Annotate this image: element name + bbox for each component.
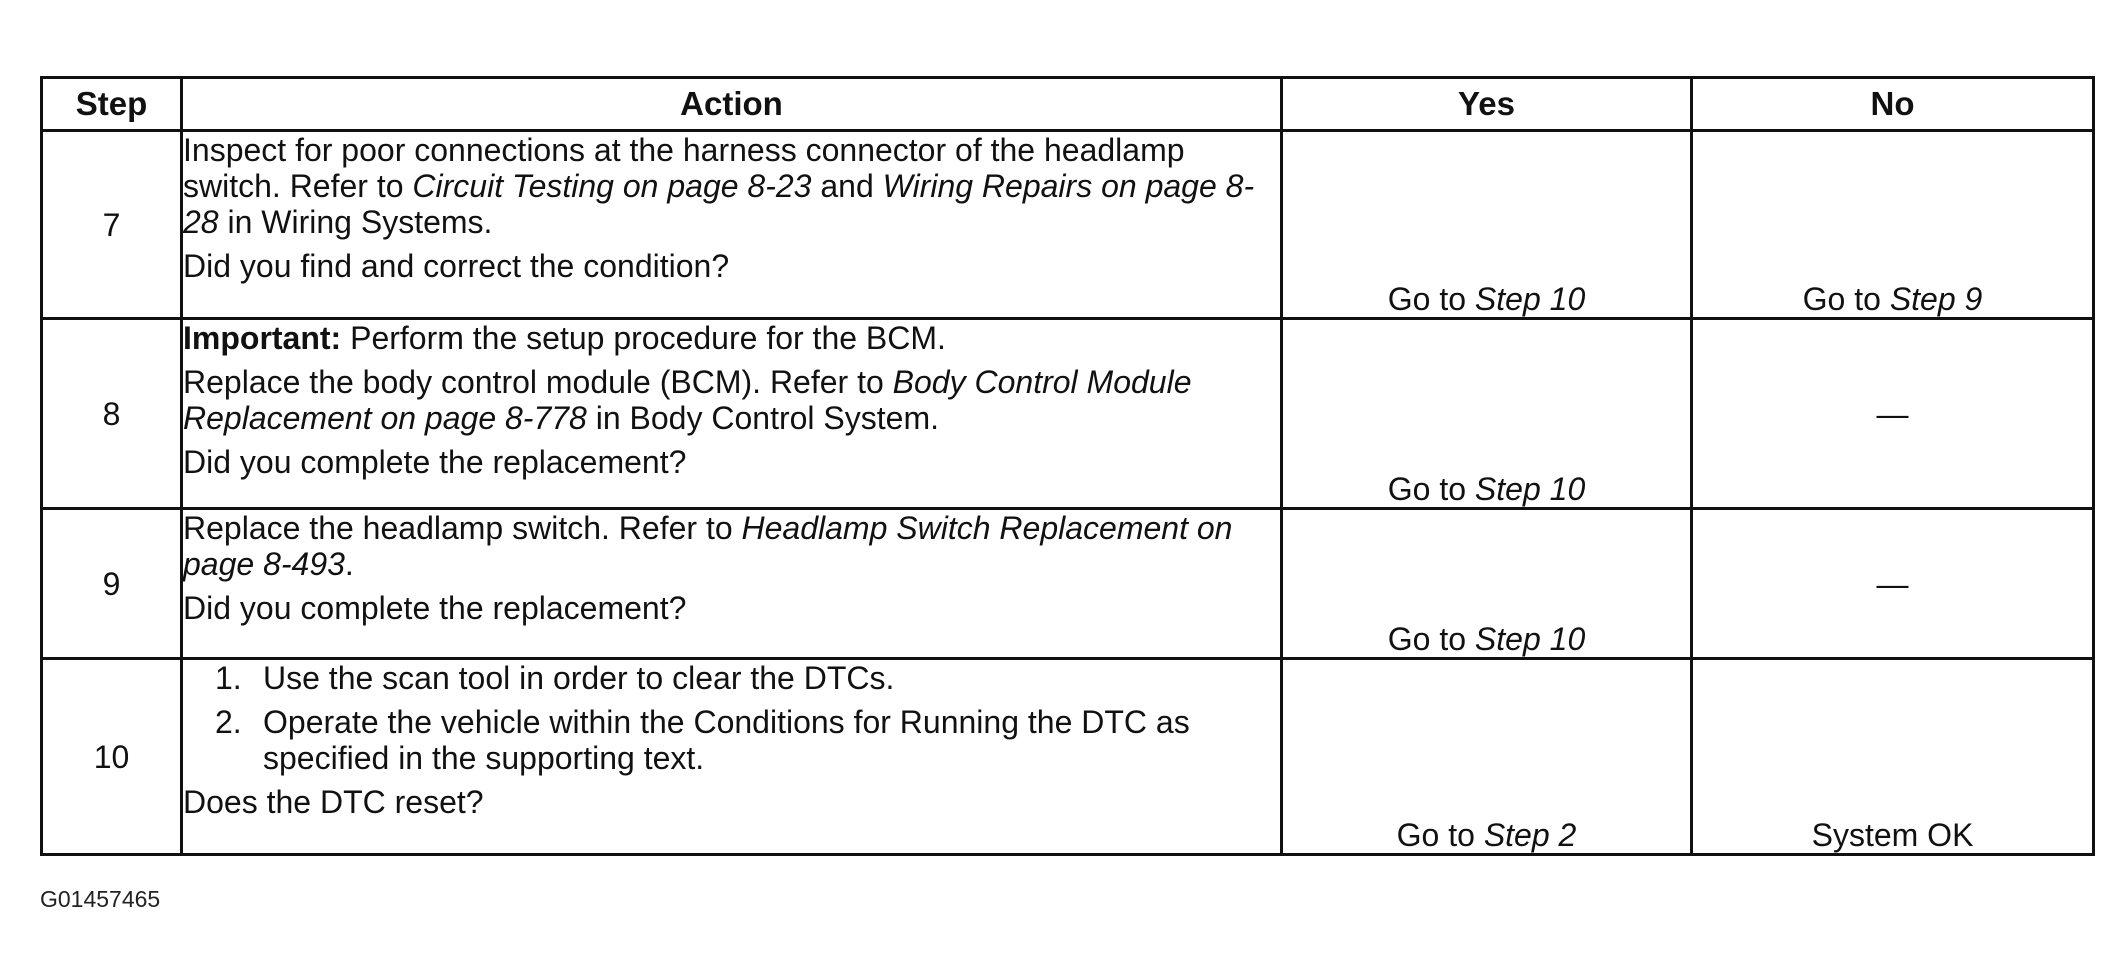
header-row [42, 78, 2094, 131]
yes-result: Go to Step 2 [1282, 659, 1692, 855]
action-cell [182, 319, 1282, 509]
yes-result: Go to Step 10 [1282, 131, 1692, 319]
action-cell [182, 131, 1282, 319]
reference-link: Wiring Repairs on page 8-28 [183, 168, 1255, 240]
header-step: Step [42, 78, 182, 131]
instruction-text: Inspect for poor connections at the harness connector of the headlamp switch. Refer to Circuit Testing on page 8-23 and Wiring Repairs on page 8-28 in Wiring Systems. [183, 132, 1255, 240]
no-result: — [1692, 319, 2094, 509]
header-no: No [1692, 78, 2094, 131]
step-number: 7 [42, 131, 182, 319]
reference-link: Body Control Module Replacement on page 8-778 [183, 364, 1192, 436]
table-row-step-7 [42, 131, 2094, 319]
table-row-step-10 [42, 659, 2094, 855]
step-reference: Step 10 [1474, 281, 1586, 317]
step-reference: Step 10 [1474, 471, 1586, 507]
table-row-step-9 [42, 509, 2094, 659]
no-result: Go to Step 9 [1692, 131, 2094, 319]
list-item-number: 1. [215, 660, 242, 696]
yes-result: Go to Step 10 [1282, 319, 1692, 509]
diagnostic-table [40, 76, 2095, 856]
step-number: 10 [42, 659, 182, 855]
question-text: Did you complete the replacement? [183, 590, 687, 626]
question-text: Did you complete the replacement? [183, 444, 687, 480]
list-item-text: Operate the vehicle within the Conditions for Running the DTC as specified in the supporting text. [263, 704, 1190, 776]
instruction-text: Replace the headlamp switch. Refer to Headlamp Switch Replacement on page 8-493. [183, 510, 1233, 582]
step-reference: Step 10 [1474, 621, 1586, 657]
list-item-number: 2. [215, 704, 242, 740]
list-item [215, 660, 1280, 696]
header-action: Action [182, 78, 1282, 131]
action-cell [182, 509, 1282, 659]
list-item [215, 704, 1280, 776]
important-label: Important: [183, 320, 342, 356]
step-reference: Step 2 [1483, 817, 1577, 853]
header-yes: Yes [1282, 78, 1692, 131]
reference-link: Headlamp Switch Replacement on page 8-493 [183, 510, 1233, 582]
question-text: Did you find and correct the condition? [183, 248, 730, 284]
important-note: Important: Perform the setup procedure for the BCM. [183, 320, 946, 356]
step-number: 9 [42, 509, 182, 659]
figure-id: G01457465 [40, 886, 161, 912]
list-item-text: Use the scan tool in order to clear the DTCs. [263, 660, 895, 696]
table-row-step-8 [42, 319, 2094, 509]
step-reference: Step 9 [1889, 281, 1983, 317]
question-text: Does the DTC reset? [183, 784, 484, 820]
no-result: — [1692, 509, 2094, 659]
step-number: 8 [42, 319, 182, 509]
action-cell [182, 659, 1282, 855]
no-result: System OK [1692, 659, 2094, 855]
yes-result: Go to Step 10 [1282, 509, 1692, 659]
diagnostic-table-container [40, 76, 2095, 856]
instruction-text: Replace the body control module (BCM). Refer to Body Control Module Replacement on page 8-778 in Body Control System. [183, 364, 1192, 436]
reference-link: Circuit Testing on page 8-23 [412, 168, 812, 204]
